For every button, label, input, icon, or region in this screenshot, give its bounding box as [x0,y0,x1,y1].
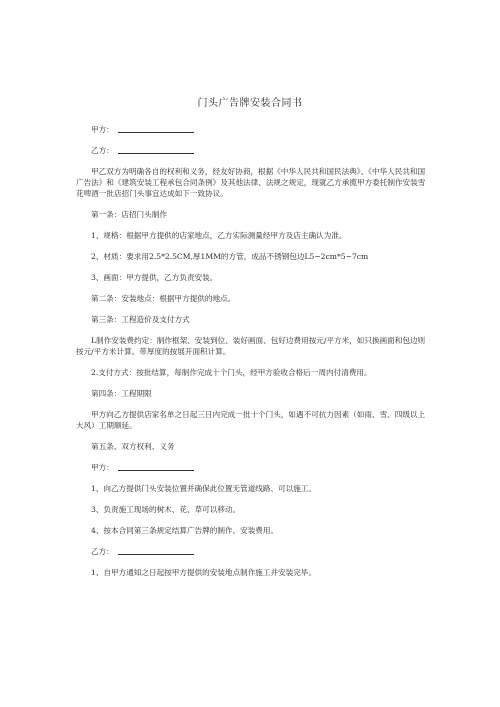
article-4-heading: 第四条：工程期限 [91,389,152,398]
article-5-party-b-label: 乙方： [91,547,114,556]
party-a-label: 甲方： [91,125,114,134]
party-a-blank[interactable] [118,124,194,133]
article-3-item-2: 2.支付方式：按批结算，每制作完成十个门头，经甲方验收合格后一周内付清费用。 [91,368,372,377]
article-1-item-1: 1、规格：根据甲方提供的店家地点，乙方实际测量经甲方及店主确认为准。 [91,231,347,240]
article-5-party-a-blank[interactable] [118,462,194,471]
party-b-blank[interactable] [118,145,194,154]
party-b-label: 乙方： [91,146,114,155]
article-5-party-a-line [76,462,428,473]
article-4-body: 甲方向乙方提供店家名单之日起三日内完成一批十个门头，如遇不可抗力因素（如雨、雪、四级以上大风）工期顺延。 [76,410,426,430]
article-1-item-2: 2、材质：要求用2.5*2.5CM,厚1MM的方管，成品不锈钢包边L5~2cm*5~7cm [91,252,369,261]
party-a-duty-3: 3、负责施工现场的树木、花、草可以移动。 [91,505,241,514]
document-title: 门头广告牌安装合同书 [197,98,303,109]
article-5-heading: 第五条、双方权利、义务 [91,442,175,451]
party-b-duty-1: 1、自甲方通知之日起按甲方提供的安装地点制作施工并安装完毕。 [91,568,317,577]
article-1-item-3: 3、画面：甲方提供，乙方负责安装。 [91,273,218,282]
article-3-heading: 第三条：工程造价及支付方式 [91,315,190,324]
party-a-duty-4: 4、按本合同第三条规定结算广告牌的制作、安装费用。 [91,526,279,535]
article-5-party-b-blank[interactable] [118,546,194,555]
article-3-item-1: L制作安装费约定：制作框架、安装到位、装好画面、包好边费用按元/平方米，如只换画面和包边则按元/平方米计算。带厚度的按展开面积计算。 [76,336,426,356]
preamble-paragraph: 甲乙双方为明确各自的权利和义务，经友好协商，根据《中华人民共和国民法典》、《中华人民共和国广告法》和《建筑安装工程承包合同条例》及其他法律、法规之规定，现就乙方承揽甲方委托制作安装雪花啤酒一批店招门头事宜达成如下一致协议。 [76,167,426,198]
party-b-line [76,145,428,156]
document-body [76,124,428,588]
article-5-party-a-label: 甲方： [91,463,114,472]
article-2: 第二条：安装地点：根据甲方提供的地点。 [91,294,236,303]
article-1-heading: 第一条：店招门头制作 [91,210,167,219]
party-a-line [76,124,428,135]
party-a-duty-1: 1、向乙方提供门头安装位置并确保此位置无管道线路、可以施工。 [91,484,317,493]
article-5-party-b-line [76,546,428,557]
